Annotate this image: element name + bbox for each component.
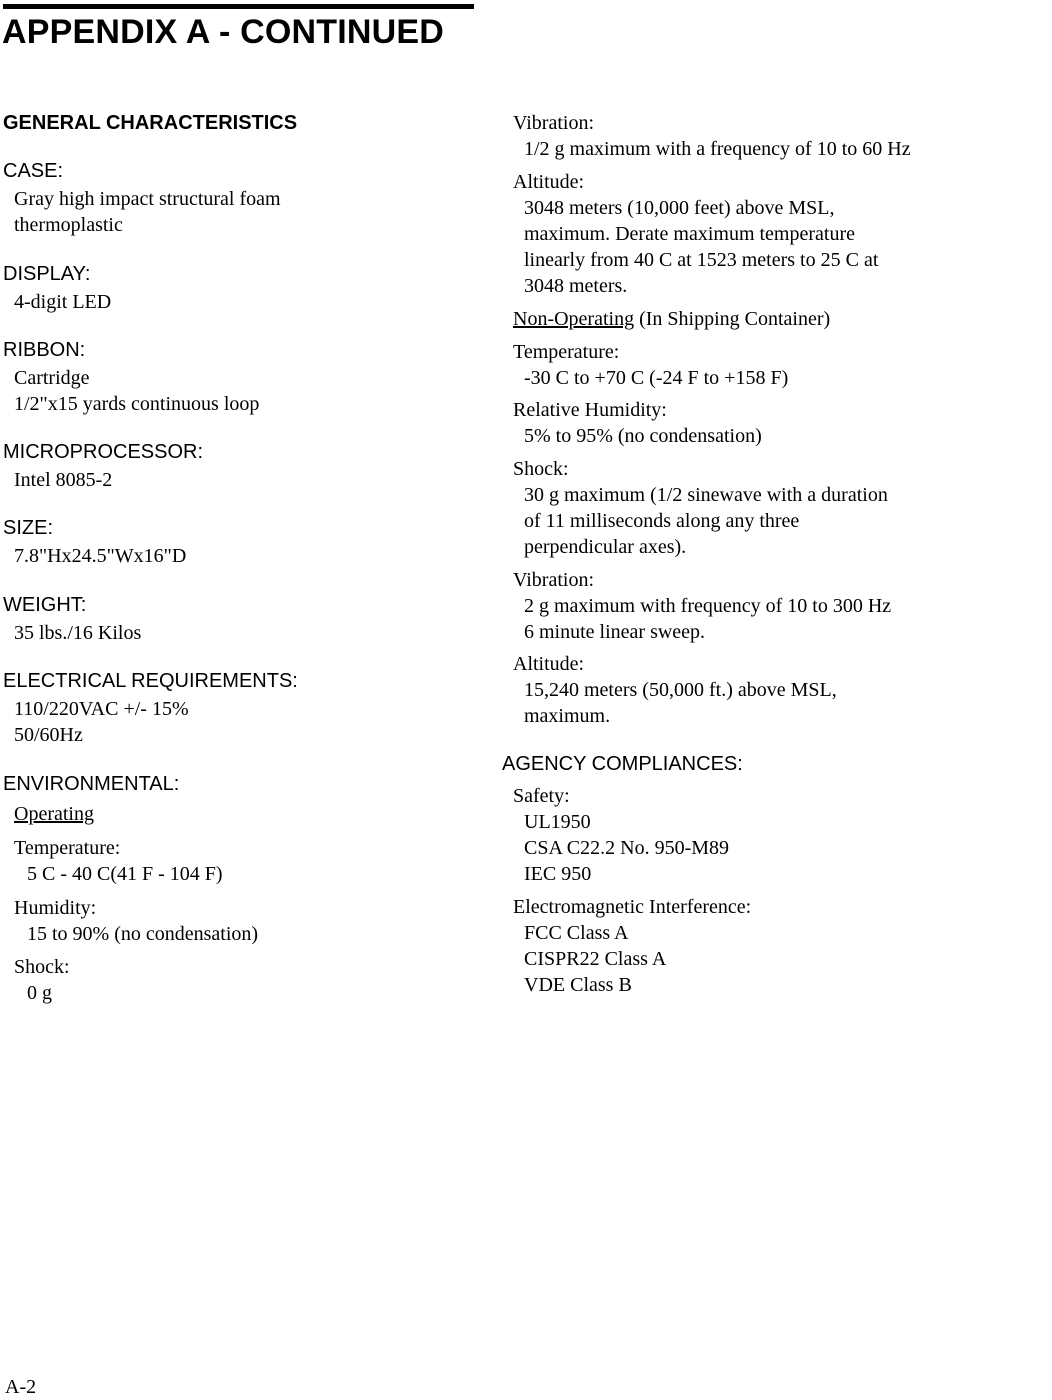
operating-altitude-label: Altitude: [513, 171, 585, 193]
safety-item: CSA C22.2 No. 950-M89 [524, 837, 730, 859]
page-title: APPENDIX A - CONTINUED [2, 13, 445, 51]
storage-altitude-line-2: maximum. [524, 705, 611, 727]
emi-item: CISPR22 Class A [524, 948, 667, 970]
case-line-2: thermoplastic [14, 214, 123, 236]
case-line-1: Gray high impact structural foam [14, 188, 281, 210]
ribbon-line-2: 1/2"x15 yards continuous loop [14, 393, 260, 415]
page-number: A-2 [5, 1376, 37, 1398]
relative-humidity-label: Relative Humidity: [513, 399, 667, 421]
storage-vibration-label: Vibration: [513, 569, 595, 591]
storage-vibration-line-2: 6 minute linear sweep. [524, 621, 706, 643]
non-operating-label: Non-Operating [513, 308, 635, 330]
operating-altitude-line-1: 3048 meters (10,000 feet) above MSL, [524, 197, 835, 219]
safety-label: Safety: [513, 785, 570, 807]
storage-shock-line-3: perpendicular axes). [524, 536, 687, 558]
storage-vibration-line-1: 2 g maximum with frequency of 10 to 300 Hz [524, 595, 892, 617]
operating-humidity-label: Humidity: [14, 897, 97, 919]
operating-shock-value: 0 g [27, 982, 52, 1004]
agency-compliances-heading: AGENCY COMPLIANCES: [502, 753, 743, 775]
ribbon-line-1: Cartridge [14, 367, 90, 389]
storage-temperature-value: -30 C to +70 C (-24 F to +158 F) [524, 367, 789, 389]
operating-vibration-value: 1/2 g maximum with a frequency of 10 to 60 Hz [524, 138, 911, 160]
safety-item: UL1950 [524, 811, 591, 833]
environmental-heading: ENVIRONMENTAL: [3, 773, 180, 795]
operating-vibration-label: Vibration: [513, 112, 595, 134]
storage-shock-line-2: of 11 milliseconds along any three [524, 510, 800, 532]
case-heading: CASE: [3, 160, 64, 182]
size-heading: SIZE: [3, 517, 54, 539]
operating-temperature-value: 5 C - 40 C(41 F - 104 F) [27, 863, 223, 885]
non-operating-suffix: (In Shipping Container) [634, 308, 831, 330]
electrical-heading: ELECTRICAL REQUIREMENTS: [3, 670, 298, 692]
non-operating-line [513, 306, 830, 332]
storage-temperature-label: Temperature: [513, 341, 620, 363]
display-heading: DISPLAY: [3, 263, 91, 285]
operating-altitude-line-3: linearly from 40 C at 1523 meters to 25 C at [524, 249, 879, 271]
operating-shock-label: Shock: [14, 956, 70, 978]
safety-item: IEC 950 [524, 863, 592, 885]
operating-temperature-label: Temperature: [14, 837, 121, 859]
weight-value: 35 lbs./16 Kilos [14, 622, 142, 644]
electrical-line-1: 110/220VAC +/- 15% [14, 698, 189, 720]
emi-label: Electromagnetic Interference: [513, 896, 752, 918]
general-characteristics-heading: GENERAL CHARACTERISTICS [3, 112, 298, 134]
size-value: 7.8"Hx24.5"Wx16"D [14, 545, 187, 567]
operating-altitude-line-4: 3048 meters. [524, 275, 628, 297]
ribbon-heading: RIBBON: [3, 339, 86, 361]
relative-humidity-value: 5% to 95% (no condensation) [524, 425, 762, 447]
storage-altitude-line-1: 15,240 meters (50,000 ft.) above MSL, [524, 679, 837, 701]
operating-humidity-value: 15 to 90% (no condensation) [27, 923, 259, 945]
emi-item: FCC Class A [524, 922, 629, 944]
operating-label: Operating [14, 803, 94, 825]
storage-shock-line-1: 30 g maximum (1/2 sinewave with a duration [524, 484, 888, 506]
storage-altitude-label: Altitude: [513, 653, 585, 675]
emi-item: VDE Class B [524, 974, 632, 996]
display-value: 4-digit LED [14, 291, 112, 313]
title-rule [3, 4, 474, 9]
microprocessor-value: Intel 8085-2 [14, 469, 113, 491]
operating-altitude-line-2: maximum. Derate maximum temperature [524, 223, 855, 245]
weight-heading: WEIGHT: [3, 594, 87, 616]
storage-shock-label: Shock: [513, 458, 569, 480]
electrical-line-2: 50/60Hz [14, 724, 83, 746]
microprocessor-heading: MICROPROCESSOR: [3, 441, 204, 463]
